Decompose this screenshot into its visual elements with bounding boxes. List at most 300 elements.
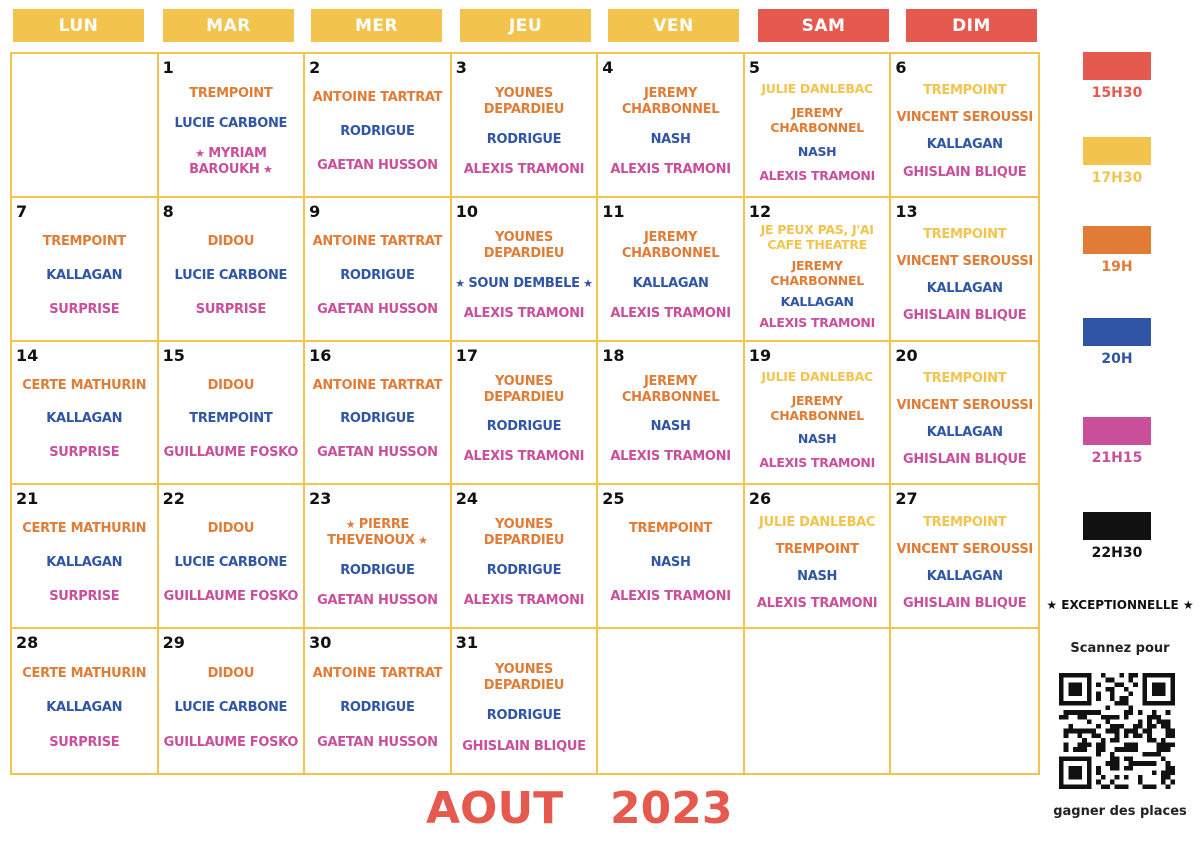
act-list [159, 647, 304, 769]
act-list [598, 360, 743, 480]
day-header-dim: DIM [906, 9, 1037, 42]
act-entry [610, 162, 730, 178]
act-list [12, 216, 157, 336]
qr-module [1078, 715, 1083, 720]
act-name: TREMPOINT [42, 233, 126, 249]
qr-module [1133, 729, 1138, 734]
day-number: 16 [309, 345, 332, 365]
act-entry [46, 700, 122, 716]
day-cell-18 [598, 342, 745, 486]
qr-module [1124, 784, 1129, 789]
legend-label: 20H [1101, 351, 1133, 367]
day-cell-15 [159, 342, 306, 486]
act-name: DIDOU [207, 521, 255, 537]
qr-code[interactable] [1059, 673, 1175, 789]
day-cell-24 [452, 485, 599, 629]
qr-module [1152, 724, 1157, 729]
act-name: ALEXIS TRAMONI [756, 596, 878, 612]
act-entry [776, 542, 859, 558]
star-icon: ★ [455, 276, 469, 290]
act-name: JEREMY CHARBONNEL [621, 85, 720, 117]
act-entry [923, 227, 1006, 243]
act-name: KALLAGAN [46, 555, 123, 571]
day-cell-16 [305, 342, 452, 486]
qr-module [1156, 719, 1161, 724]
day-number: 25 [602, 489, 625, 509]
qr-module [1129, 678, 1134, 683]
act-entry [484, 662, 564, 694]
qr-module [1138, 710, 1143, 715]
qr-module [1138, 724, 1143, 729]
qr-module [1143, 752, 1148, 757]
day-cell-11 [598, 198, 745, 342]
act-name: KALLAGAN [46, 267, 123, 283]
day-number: 1 [162, 58, 174, 77]
act-entry [622, 374, 719, 406]
qr-module [1091, 710, 1096, 715]
qr-module [1115, 733, 1120, 738]
qr-module [1082, 747, 1087, 752]
day-number: 5 [748, 58, 760, 77]
day-number: 15 [162, 345, 185, 365]
qr-module [1101, 738, 1106, 743]
day-cell-3 [452, 54, 599, 198]
qr-module [1105, 678, 1110, 683]
qr-module [1138, 733, 1143, 738]
legend-label: 17H30 [1091, 170, 1143, 186]
act-entry [208, 521, 255, 537]
act-name: GUILLAUME FOSKO [163, 589, 299, 605]
act-name: NASH [650, 555, 691, 571]
qr-module [1105, 719, 1110, 724]
day-cell-8 [159, 198, 306, 342]
day-cell-21 [12, 485, 159, 629]
qr-module [1156, 715, 1161, 720]
qr-module [1101, 747, 1106, 752]
day-cell-12 [745, 198, 892, 342]
act-name: JEREMY CHARBONNEL [621, 229, 720, 261]
act-entry [633, 276, 709, 292]
act-entry [484, 86, 564, 118]
act-name: ALEXIS TRAMONI [463, 593, 585, 609]
act-entry [49, 445, 119, 461]
star-icon: ★ [1046, 598, 1058, 612]
qr-module [1129, 705, 1134, 710]
act-name: ALEXIS TRAMONI [610, 161, 731, 177]
act-entry [798, 144, 836, 159]
act-entry [340, 411, 414, 427]
qr-module [1110, 724, 1115, 729]
act-list [12, 360, 157, 480]
qr-module [1161, 719, 1166, 724]
act-entry [189, 86, 272, 102]
qr-module [1152, 752, 1157, 757]
qr-module [1115, 761, 1120, 766]
act-name: ALEXIS TRAMONI [759, 314, 875, 330]
qr-module [1129, 747, 1134, 752]
act-list [12, 503, 157, 623]
act-entry [49, 302, 119, 318]
act-name: GAETAN HUSSON [317, 301, 438, 317]
qr-module [1078, 733, 1083, 738]
qr-module [1152, 784, 1157, 789]
act-entry [487, 132, 561, 148]
act-name: ALEXIS TRAMONI [610, 589, 731, 605]
act-entry [175, 700, 288, 716]
qr-module [1166, 747, 1171, 752]
legend-swatch-15h30 [1083, 52, 1151, 80]
act-entry [903, 165, 1026, 181]
act-name: JULIE DANLEBAC [759, 514, 876, 530]
qr-module [1101, 775, 1106, 780]
act-name: DIDOU [207, 665, 255, 681]
act-name: YOUNES DEPARDIEU [483, 373, 565, 405]
qr-module [1124, 715, 1129, 720]
act-name: KALLAGAN [46, 700, 123, 716]
qr-module [1133, 682, 1138, 687]
qr-module [1119, 701, 1124, 706]
qr-module [1082, 715, 1087, 720]
act-list [452, 647, 597, 769]
day-number: 28 [16, 633, 39, 653]
qr-module [1161, 724, 1166, 729]
qr-module [1124, 696, 1129, 701]
act-entry [896, 398, 1033, 414]
act-list [159, 503, 304, 623]
qr-module [1078, 729, 1083, 734]
act-entry [759, 315, 875, 330]
qr-module [1129, 757, 1134, 762]
act-name: TREMPOINT [923, 226, 1007, 242]
qr-module [1124, 757, 1129, 762]
act-entry [340, 563, 414, 579]
day-cell-9 [305, 198, 452, 342]
qr-module [1101, 673, 1106, 678]
day-cell-31 [452, 629, 599, 773]
act-entry [770, 258, 864, 288]
day-header-mar: MAR [163, 9, 294, 42]
act-name: JULIE DANLEBAC [761, 368, 873, 384]
qr-module [1129, 673, 1134, 678]
qr-module [1068, 710, 1073, 715]
qr-module [1110, 752, 1115, 757]
qr-module [1096, 682, 1101, 687]
day-cell-28 [12, 629, 159, 773]
act-list [745, 503, 890, 623]
qr-module [1124, 710, 1129, 715]
act-entry [22, 378, 146, 394]
day-cell-30 [305, 629, 452, 773]
act-entry [927, 137, 1003, 153]
qr-module [1133, 733, 1138, 738]
day-number: 7 [16, 201, 28, 221]
qr-module [1064, 715, 1069, 720]
qr-module [1133, 761, 1138, 766]
act-entry [629, 521, 712, 537]
day-number: 24 [455, 489, 478, 509]
qr-module [1115, 757, 1120, 762]
qr-module [1119, 673, 1124, 678]
day-cell-1 [159, 54, 306, 198]
qr-module [1101, 743, 1106, 748]
act-name: ANTOINE TARTRAT [312, 377, 443, 393]
act-list [891, 72, 1038, 192]
legend-label: 22H30 [1091, 545, 1143, 561]
qr-module [1105, 715, 1110, 720]
day-number: 20 [895, 345, 918, 365]
scan-reward: gagner des places [1053, 804, 1187, 819]
act-name: SOUN DEMBELE [468, 275, 580, 291]
act-entry [651, 419, 691, 435]
act-name: NASH [797, 568, 838, 584]
qr-module [1096, 733, 1101, 738]
qr-module [1161, 757, 1166, 762]
qr-module [1166, 761, 1171, 766]
qr-module [1096, 747, 1101, 752]
empty-cell [12, 54, 159, 198]
qr-module [1096, 692, 1101, 697]
day-cell-14 [12, 342, 159, 486]
qr-module [1166, 784, 1171, 789]
qr-module [1115, 701, 1120, 706]
act-list [305, 647, 450, 769]
star-icon: ★ [345, 518, 359, 532]
qr-module [1166, 729, 1171, 734]
act-name: TREMPOINT [775, 541, 859, 557]
act-entry [484, 230, 564, 262]
act-entry [487, 563, 561, 579]
qr-module [1096, 752, 1101, 757]
qr-module [1082, 738, 1087, 743]
legend-label: 19H [1101, 259, 1133, 275]
qr-module [1064, 747, 1069, 752]
act-entry [651, 555, 691, 571]
act-entry [208, 378, 255, 394]
act-list [745, 72, 890, 192]
act-entry [164, 735, 299, 751]
day-number: 12 [748, 201, 772, 221]
act-name: KALLAGAN [926, 137, 1003, 153]
act-name: NASH [797, 143, 837, 159]
act-list [305, 72, 450, 192]
qr-module [1082, 729, 1087, 734]
qr-module [1110, 766, 1115, 771]
act-name: TREMPOINT [189, 85, 273, 101]
qr-module [1115, 766, 1120, 771]
act-list [159, 360, 304, 480]
act-entry [462, 739, 585, 755]
qr-module [1152, 761, 1157, 766]
qr-module [1091, 733, 1096, 738]
act-name: CERTE MATHURIN [22, 377, 147, 393]
act-list [745, 216, 890, 336]
qr-module [1105, 705, 1110, 710]
qr-module [1147, 719, 1152, 724]
act-list [452, 360, 597, 480]
act-name: TREMPOINT [189, 411, 273, 427]
act-name: JEREMY CHARBONNEL [770, 392, 864, 423]
act-name: TREMPOINT [923, 514, 1007, 530]
act-entry [164, 589, 299, 605]
qr-module [1110, 729, 1115, 734]
qr-module [1124, 729, 1129, 734]
act-name: JEREMY CHARBONNEL [770, 257, 864, 288]
qr-module [1170, 743, 1175, 748]
qr-module [1068, 729, 1073, 734]
qr-module [1166, 710, 1171, 715]
qr-module [1161, 747, 1166, 752]
act-entry [651, 132, 691, 148]
act-entry [317, 158, 438, 174]
qr-module [1068, 682, 1082, 696]
act-name: ALEXIS TRAMONI [759, 167, 875, 183]
qr-module [1073, 710, 1078, 715]
day-cell-19 [745, 342, 892, 486]
act-entry [757, 596, 877, 612]
act-entry [164, 445, 299, 461]
qr-module [1096, 743, 1101, 748]
act-name: GUILLAUME FOSKO [163, 734, 299, 750]
qr-module [1087, 719, 1092, 724]
star-icon: ★ [195, 146, 209, 160]
act-list [745, 360, 890, 480]
qr-module [1110, 687, 1115, 692]
act-entry [189, 411, 272, 427]
qr-module [1147, 752, 1152, 757]
day-cell-13 [891, 198, 1038, 342]
act-name: VINCENT SEROUSSI [896, 541, 1033, 557]
act-entry [175, 268, 288, 284]
qr-module [1143, 729, 1148, 734]
exceptional-note [1045, 598, 1195, 612]
act-name: DIDOU [207, 233, 255, 249]
act-entry [781, 294, 854, 309]
act-entry [610, 306, 730, 322]
act-name: RODRIGUE [486, 563, 562, 579]
act-entry [159, 146, 304, 178]
act-name: CERTE MATHURIN [22, 521, 147, 537]
qr-module [1166, 766, 1171, 771]
act-name: MYRIAM BAROUKH [189, 145, 267, 177]
qr-module [1152, 715, 1157, 720]
act-entry [313, 234, 443, 250]
qr-module [1156, 752, 1161, 757]
act-name: ALEXIS TRAMONI [759, 455, 875, 471]
qr-module [1129, 729, 1134, 734]
qr-module [1147, 715, 1152, 720]
act-name: RODRIGUE [340, 267, 415, 283]
act-name: RODRIGUE [340, 411, 415, 427]
act-entry [923, 515, 1006, 531]
act-entry [317, 445, 438, 461]
scan-prompt: Scannez pour [1070, 641, 1170, 656]
act-entry [464, 306, 584, 322]
qr-module [1147, 784, 1152, 789]
act-name: TREMPOINT [923, 83, 1007, 99]
qr-module [1110, 678, 1115, 683]
qr-module [1105, 761, 1110, 766]
act-entry [903, 596, 1026, 612]
act-entry [43, 234, 126, 250]
qr-module [1156, 743, 1161, 748]
day-cell-27 [891, 485, 1038, 629]
qr-module [1143, 784, 1148, 789]
qr-module [1129, 761, 1134, 766]
qr-module [1115, 747, 1120, 752]
qr-module [1133, 743, 1138, 748]
qr-module [1096, 710, 1101, 715]
act-name: RODRIGUE [340, 700, 415, 716]
act-name: LUCIE CARBONE [174, 115, 288, 131]
day-number: 11 [602, 201, 625, 221]
act-name: YOUNES DEPARDIEU [483, 517, 565, 549]
qr-module [1170, 780, 1175, 785]
act-entry [770, 393, 864, 423]
qr-module [1110, 780, 1115, 785]
act-entry [484, 517, 564, 549]
qr-module [1091, 729, 1096, 734]
qr-module [1161, 738, 1166, 743]
day-cell-29 [159, 629, 306, 773]
act-entry [22, 666, 146, 682]
act-entry [896, 542, 1033, 558]
star-icon: ★ [1182, 598, 1194, 612]
day-number: 31 [455, 633, 478, 653]
day-number: 23 [309, 489, 332, 509]
qr-module [1101, 715, 1106, 720]
day-header-ven: VEN [608, 9, 739, 42]
act-list [159, 216, 304, 336]
act-entry [759, 168, 875, 183]
star-icon: ★ [259, 162, 273, 176]
act-name: ANTOINE TARTRAT [312, 89, 443, 105]
act-name: DIDOU [207, 377, 255, 393]
act-name: TREMPOINT [628, 521, 713, 537]
year-title: 2023 [610, 783, 733, 834]
qr-module [1129, 766, 1134, 771]
qr-module [1064, 729, 1069, 734]
qr-module [1147, 729, 1152, 734]
act-name: YOUNES DEPARDIEU [483, 85, 565, 117]
star-icon: ★ [414, 534, 428, 548]
legend-swatch-20h [1083, 318, 1151, 346]
month-title: AOUT [426, 783, 564, 834]
qr-module [1133, 747, 1138, 752]
act-entry [923, 83, 1006, 99]
qr-module [1138, 719, 1143, 724]
act-name: JEREMY CHARBONNEL [621, 373, 720, 405]
qr-module [1166, 724, 1171, 729]
qr-module [1064, 733, 1069, 738]
act-entry [313, 378, 443, 394]
day-number: 4 [602, 58, 614, 77]
act-name: SURPRISE [49, 445, 120, 461]
act-name: TREMPOINT [923, 370, 1007, 386]
act-entry [49, 589, 119, 605]
act-list [12, 72, 157, 192]
act-entry [896, 110, 1033, 126]
act-name: GHISLAIN BLIQUE [462, 738, 586, 754]
legend-swatch-17h30 [1083, 137, 1151, 165]
act-name: ANTOINE TARTRAT [312, 665, 443, 681]
qr-module [1170, 770, 1175, 775]
qr-module [1115, 682, 1120, 687]
qr-module [1124, 701, 1129, 706]
qr-module [1124, 766, 1129, 771]
act-entry [927, 281, 1003, 297]
act-name: GHISLAIN BLIQUE [903, 596, 1027, 612]
day-cell-7 [12, 198, 159, 342]
